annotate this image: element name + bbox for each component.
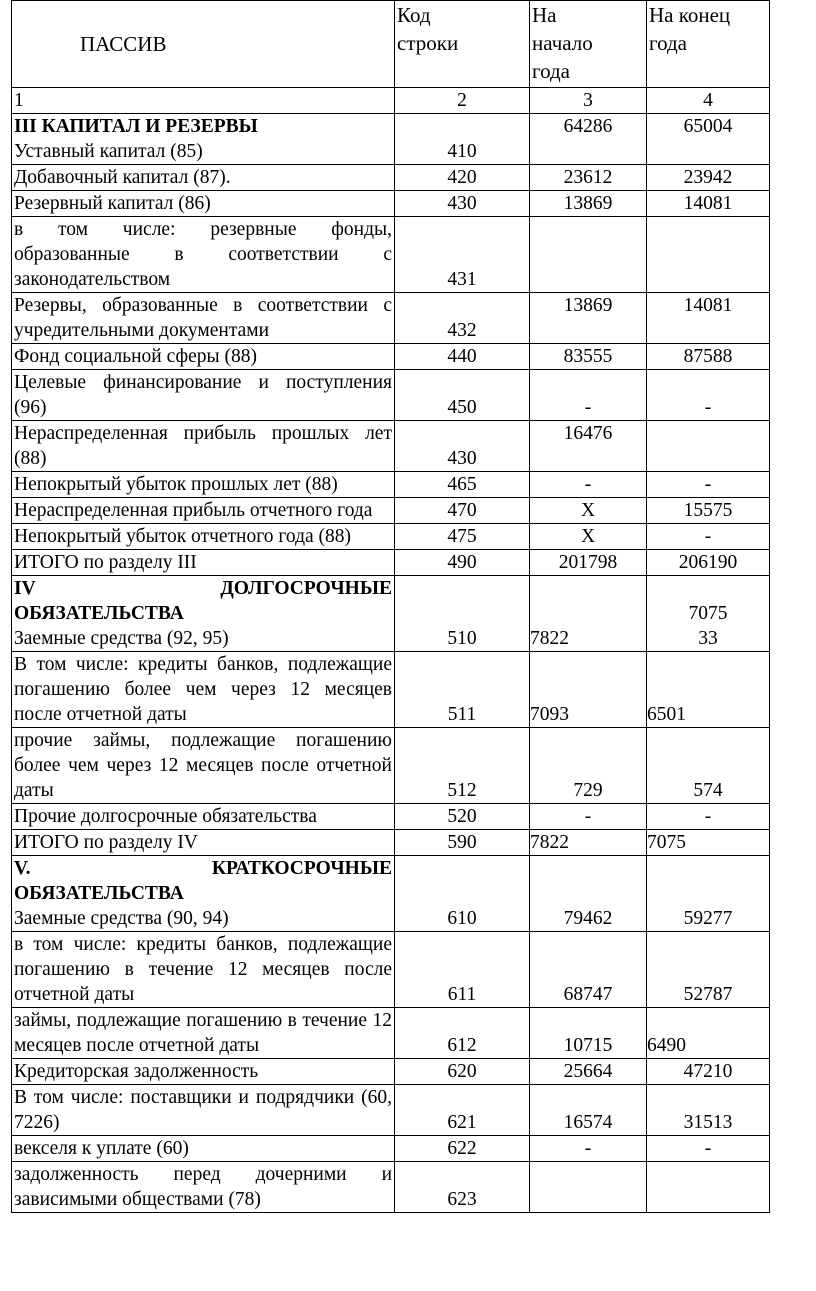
colnum-2: 2 [395,88,530,114]
row-end [647,1162,770,1213]
row-end: - [647,1136,770,1162]
row-label: в том числе: резервные фонды, образованные в соответствии с законодательством [12,217,395,293]
row-end: - [647,472,770,498]
balance-table [11,0,770,1213]
table-row [12,830,770,856]
header-end: На конец года [647,1,770,88]
row-code: 432 [395,293,530,344]
row-label: Фонд социальной сферы (88) [12,344,395,370]
row-start: 729 [530,728,647,804]
row-label: Кредиторская задолженность [12,1059,395,1085]
row-end: 52787 [647,932,770,1008]
row-code: 431 [395,217,530,293]
section-3-first-row [12,114,770,165]
row-start: 83555 [530,344,647,370]
header-start: На начало года [530,1,647,88]
row-end [647,421,770,472]
colnum-3: 3 [530,88,647,114]
row-end: - [647,524,770,550]
row-end: 7075 [647,830,770,856]
row-label: векселя к уплате (60) [12,1136,395,1162]
row-label: Добавочный капитал (87). [12,165,395,191]
row-start: 13869 [530,191,647,217]
row-code: 520 [395,804,530,830]
table-row [12,165,770,191]
row-end: 6490 [647,1008,770,1059]
row-code: 440 [395,344,530,370]
row-label: Резервы, образованные в соответствии с учредительными документами [12,293,395,344]
colnum-4: 4 [647,88,770,114]
table-row [12,191,770,217]
table-row [12,498,770,524]
table-row [12,1136,770,1162]
section-title: V. КРАТКОСРОЧНЫЕ [14,858,392,879]
row-code: 621 [395,1085,530,1136]
table-row [12,804,770,830]
row-code: 430 [395,191,530,217]
row-start: 7822 [530,576,647,652]
row-code: 590 [395,830,530,856]
table-row [12,932,770,1008]
row-end: 87588 [647,344,770,370]
row-code: 622 [395,1136,530,1162]
section-title: III КАПИТАЛ И РЕЗЕРВЫ [14,116,258,137]
row-label: Непокрытый убыток прошлых лет (88) [12,472,395,498]
row-end: 15575 [647,498,770,524]
section-4-first-row [12,576,770,652]
row-label: прочие займы, подлежащие погашению более чем через 12 месяцев после отчетной даты [12,728,395,804]
row-label: ИТОГО по разделу IV [12,830,395,856]
row-end: 65004 [647,114,770,165]
row-end: 31513 [647,1085,770,1136]
row-end: 47210 [647,1059,770,1085]
table-row [12,370,770,421]
row-end: 14081 [647,293,770,344]
row-label: В том числе: кредиты банков, подлежащие погашению более чем через 12 месяцев после отчетной даты [12,652,395,728]
row-code: 410 [395,114,530,165]
row-code: 430 [395,421,530,472]
table-row [12,1162,770,1213]
table-row [12,344,770,370]
row-code: 620 [395,1059,530,1085]
row-label: Прочие долгосрочные обязательства [12,804,395,830]
table-row [12,1085,770,1136]
row-code: 510 [395,576,530,652]
row-label: Резервный капитал (86) [12,191,395,217]
table-row [12,472,770,498]
row-end [647,217,770,293]
row-code: 420 [395,165,530,191]
row-start: 13869 [530,293,647,344]
row-start: 7093 [530,652,647,728]
table-row [12,1059,770,1085]
row-start: - [530,1136,647,1162]
row-label: III КАПИТАЛ И РЕЗЕРВЫ Уставный капитал (85) [12,114,395,165]
row-code: 611 [395,932,530,1008]
row-code: 475 [395,524,530,550]
row-end: 59277 [647,856,770,932]
row-label: Нераспределенная прибыль отчетного года [12,498,395,524]
row-label: Нераспределенная прибыль прошлых лет (88) [12,421,395,472]
table-row [12,293,770,344]
row-start: - [530,472,647,498]
table-row [12,1008,770,1059]
row-code: 450 [395,370,530,421]
row-code: 512 [395,728,530,804]
row-end: - [647,370,770,421]
row-start: 25664 [530,1059,647,1085]
section-title: IV ДОЛГОСРОЧНЫЕ [14,578,392,599]
row-code: 612 [395,1008,530,1059]
header-row [12,1,770,88]
table-row [12,524,770,550]
row-end: 14081 [647,191,770,217]
row-label: задолженность перед дочерними и зависимыми обществами (78) [12,1162,395,1213]
table-row [12,550,770,576]
row-start: 64286 [530,114,647,165]
row-start [530,217,647,293]
colnum-1: 1 [12,88,395,114]
row-end: 574 [647,728,770,804]
row-start: 79462 [530,856,647,932]
row-start: 68747 [530,932,647,1008]
row-label: Целевые финансирование и поступления (96) [12,370,395,421]
row-code: 470 [395,498,530,524]
table-row [12,421,770,472]
header-code: Код строки [395,1,530,88]
row-code: 511 [395,652,530,728]
row-label: в том числе: кредиты банков, подлежащие погашению в течение 12 месяцев после отчетной даты [12,932,395,1008]
row-code: 610 [395,856,530,932]
row-label: Непокрытый убыток отчетного года (88) [12,524,395,550]
row-start: 16574 [530,1085,647,1136]
row-start: - [530,804,647,830]
row-start: Х [530,524,647,550]
table-row [12,728,770,804]
row-end: 6501 [647,652,770,728]
row-start: 10715 [530,1008,647,1059]
row-label: займы, подлежащие погашению в течение 12 месяцев после отчетной даты [12,1008,395,1059]
row-end: 23942 [647,165,770,191]
row-end: 7075 33 [647,576,770,652]
section-5-first-row [12,856,770,932]
table-row [12,652,770,728]
row-start: 23612 [530,165,647,191]
row-label: V. КРАТКОСРОЧНЫЕ ОБЯЗАТЕЛЬСТВА Заемные средства (90, 94) [12,856,395,932]
row-end: 206190 [647,550,770,576]
row-start: Х [530,498,647,524]
row-label: В том числе: поставщики и подрядчики (60, 7226) [12,1085,395,1136]
header-liabilities: ПАССИВ [12,1,395,88]
row-start: 16476 [530,421,647,472]
table-row [12,217,770,293]
row-start [530,1162,647,1213]
column-number-row [12,88,770,114]
row-code: 490 [395,550,530,576]
row-code: 623 [395,1162,530,1213]
row-start: 201798 [530,550,647,576]
row-label: IV ДОЛГОСРОЧНЫЕ ОБЯЗАТЕЛЬСТВА Заемные средства (92, 95) [12,576,395,652]
row-code: 465 [395,472,530,498]
row-label: ИТОГО по разделу III [12,550,395,576]
row-end: - [647,804,770,830]
row-start: 7822 [530,830,647,856]
row-start: - [530,370,647,421]
